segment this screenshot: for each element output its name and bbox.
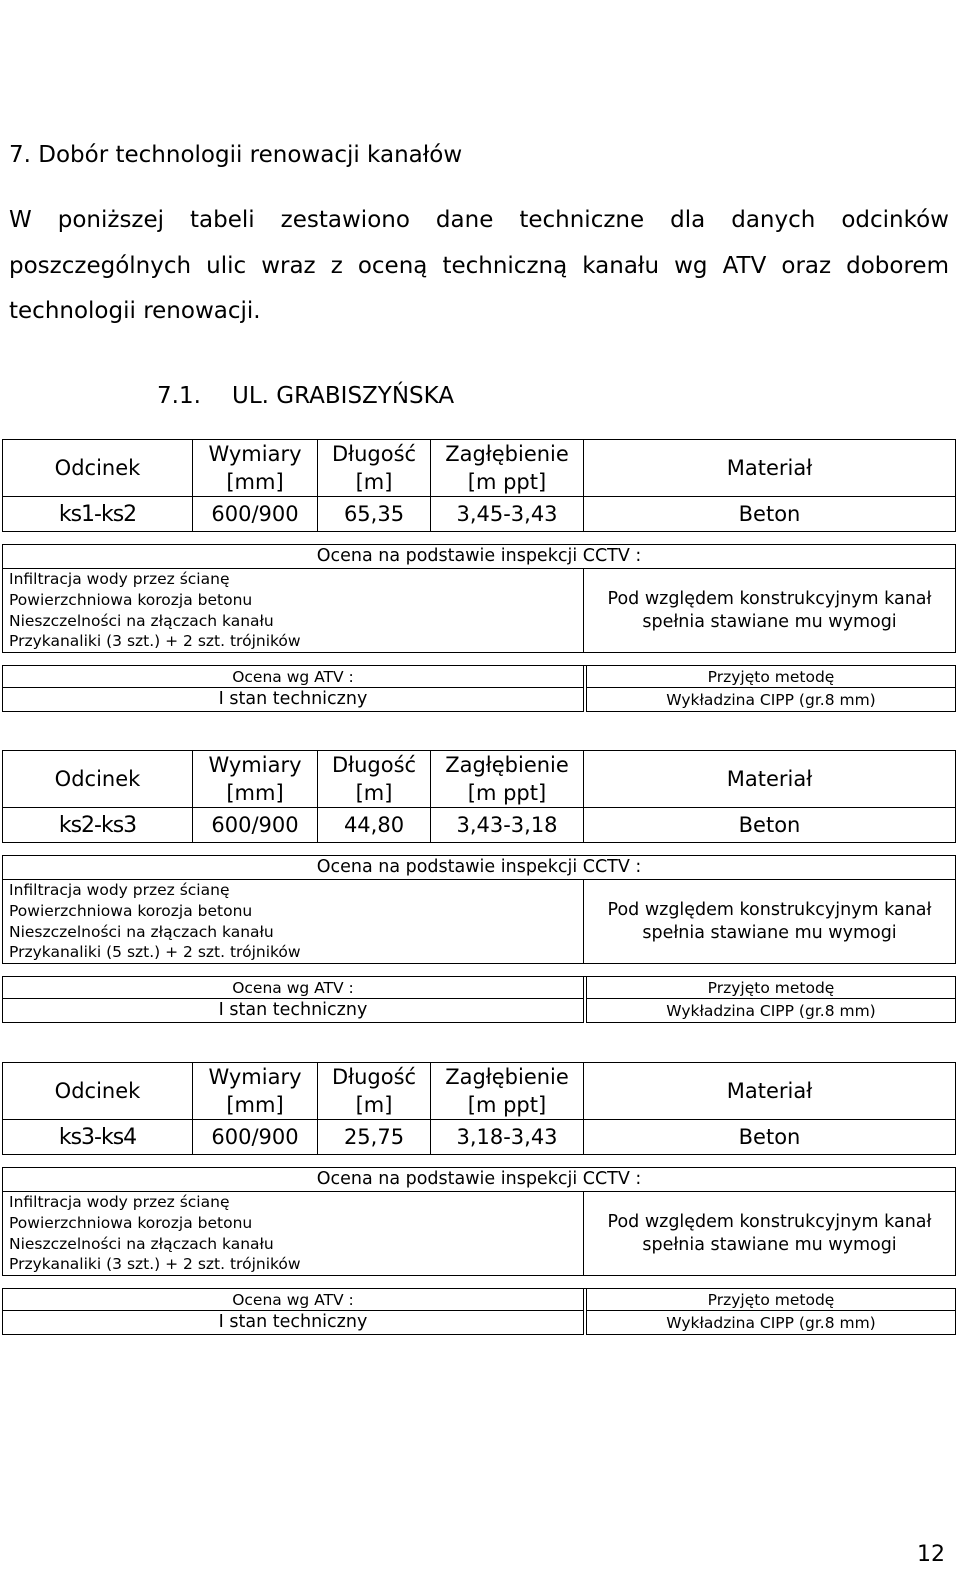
method-label: Przyjęto metodę bbox=[587, 1289, 956, 1311]
header-dlugosc: Długość [m] bbox=[318, 1063, 431, 1120]
wymiary-value: 600/900 bbox=[193, 1120, 318, 1155]
defect-item: Infiltracja wody przez ścianę bbox=[9, 1193, 230, 1211]
cctv-label: Ocena na podstawie inspekcji CCTV : bbox=[3, 545, 956, 569]
header-wymiary: Wymiary [mm] bbox=[193, 440, 318, 497]
header-material: Materiał bbox=[584, 1063, 956, 1120]
header-material: Materiał bbox=[584, 440, 956, 497]
method-value: Wykładzina CIPP (gr.8 mm) bbox=[587, 999, 956, 1023]
defect-item: Powierzchniowa korozja betonu bbox=[9, 901, 253, 920]
header-wymiary: Wymiary [mm] bbox=[193, 1063, 318, 1120]
defect-item: Nieszczelności na złączach kanału bbox=[9, 611, 274, 630]
cctv-label: Ocena na podstawie inspekcji CCTV : bbox=[3, 1168, 956, 1192]
intro-paragraph: W poniższej tabeli zestawiono dane techniczne dla danych odcinków poszczególnych ulic wraz z oceną techniczną kanału wg ATV oraz doborem technologii renowacji. bbox=[9, 207, 949, 324]
defects-list bbox=[3, 569, 584, 653]
section-heading: 7. Dobór technologii renowacji kanałów bbox=[9, 142, 463, 168]
atv-label: Ocena wg ATV : bbox=[3, 1289, 584, 1311]
odcinek-value: ks1-ks2 bbox=[3, 497, 193, 532]
header-odcinek: Odcinek bbox=[3, 440, 193, 497]
header-zaglebienie: Zagłębienie [m ppt] bbox=[431, 1063, 584, 1120]
defects-list bbox=[3, 1192, 584, 1276]
defects-list bbox=[3, 880, 584, 964]
atv-state: I stan techniczny bbox=[3, 999, 584, 1023]
method-label: Przyjęto metodę bbox=[587, 666, 956, 688]
header-odcinek: Odcinek bbox=[3, 751, 193, 808]
dlugosc-value: 25,75 bbox=[318, 1120, 431, 1155]
defect-item: Infiltracja wody przez ścianę bbox=[9, 881, 230, 899]
atv-label: Ocena wg ATV : bbox=[3, 977, 584, 999]
defect-item: Powierzchniowa korozja betonu bbox=[9, 1213, 253, 1232]
header-dlugosc: Długość [m] bbox=[318, 440, 431, 497]
dlugosc-value: 65,35 bbox=[318, 497, 431, 532]
verdict: Pod względem konstrukcyjnym kanał spełnia stawiane mu wymogi bbox=[584, 880, 956, 964]
atv-state: I stan techniczny bbox=[3, 1311, 584, 1335]
header-odcinek: Odcinek bbox=[3, 1063, 193, 1120]
odcinek-value: ks3-ks4 bbox=[3, 1120, 193, 1155]
defect-item: Przykanaliki (3 szt.) + 2 szt. trójników bbox=[9, 632, 301, 651]
dlugosc-value: 44,80 bbox=[318, 808, 431, 843]
defect-item: Nieszczelności na złączach kanału bbox=[9, 1234, 274, 1253]
defect-item: Powierzchniowa korozja betonu bbox=[9, 590, 253, 609]
zaglebienie-value: 3,43-3,18 bbox=[431, 808, 584, 843]
atv-state: I stan techniczny bbox=[3, 688, 584, 712]
page-number: 12 bbox=[917, 1542, 945, 1567]
method-value: Wykładzina CIPP (gr.8 mm) bbox=[587, 1311, 956, 1335]
verdict: Pod względem konstrukcyjnym kanał spełnia stawiane mu wymogi bbox=[584, 569, 956, 653]
subsection-number: 7.1. bbox=[157, 383, 201, 409]
material-value: Beton bbox=[584, 1120, 956, 1155]
atv-label: Ocena wg ATV : bbox=[3, 666, 584, 688]
section-table-ks3-ks4 bbox=[2, 1062, 956, 1335]
defect-item: Przykanaliki (3 szt.) + 2 szt. trójników bbox=[9, 1255, 301, 1274]
header-zaglebienie: Zagłębienie [m ppt] bbox=[431, 751, 584, 808]
method-value: Wykładzina CIPP (gr.8 mm) bbox=[587, 688, 956, 712]
method-label: Przyjęto metodę bbox=[587, 977, 956, 999]
header-zaglebienie: Zagłębienie [m ppt] bbox=[431, 440, 584, 497]
zaglebienie-value: 3,18-3,43 bbox=[431, 1120, 584, 1155]
verdict: Pod względem konstrukcyjnym kanał spełnia stawiane mu wymogi bbox=[584, 1192, 956, 1276]
defect-item: Nieszczelności na złączach kanału bbox=[9, 922, 274, 941]
section-table-ks1-ks2 bbox=[2, 439, 956, 712]
header-wymiary: Wymiary [mm] bbox=[193, 751, 318, 808]
odcinek-value: ks2-ks3 bbox=[3, 808, 193, 843]
material-value: Beton bbox=[584, 808, 956, 843]
material-value: Beton bbox=[584, 497, 956, 532]
wymiary-value: 600/900 bbox=[193, 497, 318, 532]
defect-item: Przykanaliki (5 szt.) + 2 szt. trójników bbox=[9, 943, 301, 962]
wymiary-value: 600/900 bbox=[193, 808, 318, 843]
header-dlugosc: Długość [m] bbox=[318, 751, 431, 808]
header-material: Materiał bbox=[584, 751, 956, 808]
defect-item: Infiltracja wody przez ścianę bbox=[9, 570, 230, 588]
cctv-label: Ocena na podstawie inspekcji CCTV : bbox=[3, 856, 956, 880]
subsection-title: UL. GRABISZYŃSKA bbox=[232, 383, 455, 409]
zaglebienie-value: 3,45-3,43 bbox=[431, 497, 584, 532]
section-table-ks2-ks3 bbox=[2, 750, 956, 1023]
